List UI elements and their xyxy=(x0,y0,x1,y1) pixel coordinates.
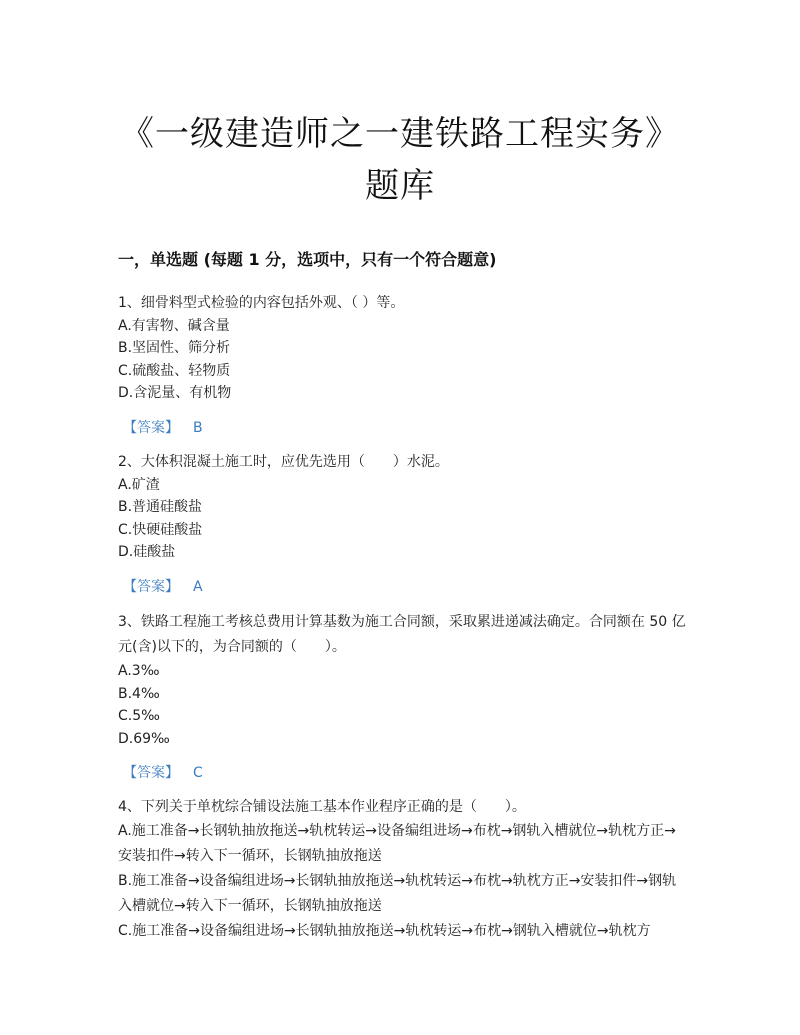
question-4 xyxy=(118,796,688,944)
option-b: B.普通硅酸盐 xyxy=(118,499,203,516)
question-3 xyxy=(118,610,688,784)
answer-label: 【答案】 xyxy=(123,419,179,436)
option-d: D.含泥量、有机物 xyxy=(118,385,232,402)
question-stem: 4、下列关于单枕综合铺设法施工基本作业程序正确的是（ ）。 xyxy=(118,799,526,816)
option-a: A.有害物、碱含量 xyxy=(118,317,230,334)
answer-value: A xyxy=(193,578,203,595)
question-stem: 3、铁路工程施工考核总费用计算基数为施工合同额，采取累进递减法确定。合同额在 50 亿元(含)以下的，为合同额的（ ）。 xyxy=(118,613,686,655)
option-b: B.4‰ xyxy=(118,685,160,702)
question-stem: 2、大体积混凝土施工时，应优先选用（ ）水泥。 xyxy=(118,453,449,470)
question-2 xyxy=(118,451,688,598)
option-d: D.69‰ xyxy=(118,730,170,747)
option-c: C.硫酸盐、轻物质 xyxy=(118,362,231,379)
option-c: C.5‰ xyxy=(118,708,160,725)
answer-value: B xyxy=(193,419,203,436)
answer-value: C xyxy=(193,765,203,782)
title-line-1: 《一级建造师之一建铁路工程实务》 xyxy=(120,114,680,154)
answer-row xyxy=(123,576,688,598)
answer-row xyxy=(123,417,688,439)
answer-label: 【答案】 xyxy=(123,765,179,782)
section-title: 一，单选题 (每题 1 分，选项中，只有一个符合题意) xyxy=(118,250,497,269)
option-a: A.施工准备→长钢轨抽放拖送→轨枕转运→设备编组进场→布枕→钢轨入槽就位→轨枕方正→安装扣件→转入下一循环，长钢轨抽放拖送 xyxy=(118,822,676,864)
option-c: C.施工准备→设备编组进场→长钢轨抽放拖送→轨枕转运→布枕→钢轨入槽就位→轨枕方 xyxy=(118,922,651,939)
option-a: A.矿渣 xyxy=(118,476,160,493)
answer-row xyxy=(123,762,688,784)
option-c: C.快硬硅酸盐 xyxy=(118,521,203,538)
title-line-2: 题库 xyxy=(365,166,435,206)
question-list xyxy=(118,292,688,944)
option-d: D.硅酸盐 xyxy=(118,544,176,561)
answer-label: 【答案】 xyxy=(123,578,179,595)
option-b: B.施工准备→设备编组进场→长钢轨抽放拖送→轨枕转运→布枕→轨枕方正→安装扣件→钢轨入槽就位→转入下一循环，长钢轨抽放拖送 xyxy=(118,872,677,914)
question-1 xyxy=(118,292,688,439)
document-title xyxy=(0,108,800,212)
option-b: B.坚固性、筛分析 xyxy=(118,340,231,357)
option-a: A.3‰ xyxy=(118,662,160,679)
question-stem: 1、细骨料型式检验的内容包括外观、（ ）等。 xyxy=(118,295,405,311)
